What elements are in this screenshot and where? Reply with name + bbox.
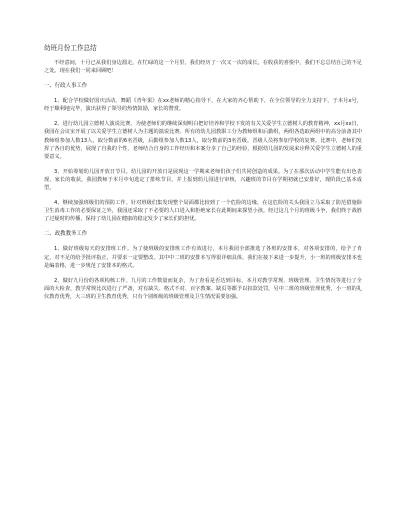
admin-item-1: 1、配合学校做好国庆活动。舞蹈《青年果》在xx老师的精心指导下，在大家的齐心帮助下，在全位领导的全力支持下，于本月x号，经于顺利地完毕，演出获得了领导的热情鼓励，家长的赞赏。 — [44, 98, 362, 113]
admin-item-3: 3、开始筹划幼儿园开放日节目。幼儿园的开放日是展现这一学期来老师们孩子们共同创造的成果。为了在那次活动中学生能有出色表现、家长的收获，我园教师于本月中旬选定了排练节目，并上报到幼儿园进行审核，兴趣班的节目在学期初就已安排好，现阶段已基本成型。 — [44, 168, 362, 192]
admin-item-2: 2、进行幼儿园立德树人演说比赛。为使老师们的继续深刻明白把好培养和学校下发的有关关爱学生立德树人的教育精神，xx月xx日，我园在会议室开展了以关爱学生立德树人为主题的演说比赛。所有的幼儿园教职工分为教师组和后勤组，两组各选取两组中的高分前备其中教师组参加人数13人，取分数前的6名晋级，后勤组参加人数13人，取分数前的3名晋级。晋级人员将参加学校的复赛。比赛中，老师们发挥了各自的优势，展现了自我的个性，老师结合自身的工作经历和本案分享了自己的经验，根据幼儿园的发展来诠释关爱学生立德树人的重要意义。 — [44, 121, 362, 160]
teaching-item-2: 2、做好九月份的各项构核工作。九月的工作数量而复杂，为了查看是否达到目标，本月对教学常规、班级管理、卫生情况等进行了全面的大检查，教学常规比次进行了严备，对有缺失、格式不对、百字教案、缺页等都予以扣款处罚，另中二班的班级管理优秀，小一班的礼仪教育优秀，大三班的卫生教育优秀，只有个别班级的班级管理及卫生情况需要加强。 — [44, 277, 362, 300]
intro-paragraph: 不经意间，十月已从我们身边溜走，在忙碌的这一个月里，我们经历了一次又一次的成长，在收获的喜悦中，我们不忘总结自己的不足之处。现在我们一同来回顾吧！ — [44, 60, 362, 75]
document-body — [44, 44, 362, 308]
teaching-item-1: 1、做好班级每天的安排班工作。为了使班级的安排班工作有效进行，本月我园全部推选了各班的安排本，对各项安排的，给予了肯定，对不足的给予批评指正，并要求一定要整改。其中中二班的安排本写得很详细具体，我们在接下来进一步提升，小一班的班级安排本也是编表格，进一步规范了安排本的格式。 — [44, 246, 362, 269]
document-title: 幼班月份工作总结 — [44, 44, 97, 52]
admin-item-4: 4、继续加强班级们的预防工作。针对班级们集发现整个局面都比较到了一个危险的边缘，在这危险的关头我园立马采取了防范措施除卫生消毒工作的必要保证之外，我园还采取了不必要的人口进入和拒绝家长在此期间来探望小孩。经过这几个月的班级斗争，我们终于战胜了过疑时的传播，保持了幼儿园在健康的稳定发少了家长们的担忧。 — [44, 200, 362, 223]
section-heading-teaching: 二、政教教务工作 — [44, 231, 88, 238]
section-heading-admin: 一、行政人事工作 — [44, 83, 88, 90]
